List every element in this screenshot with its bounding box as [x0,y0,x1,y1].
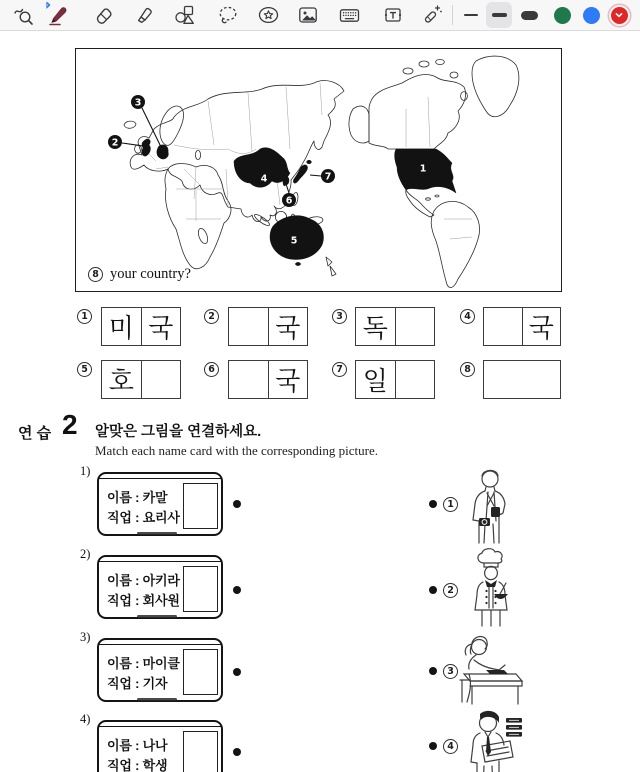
picture-1-number: 1 [443,497,458,512]
answer-4-cell-1 [484,308,523,345]
answer-3-cell-1: 독 [356,308,396,345]
card-2-name: 이름 : 아키라 [107,573,180,588]
answer-7-cell-2 [396,361,435,398]
answer-5-box [101,360,181,399]
card-decoration [137,698,177,701]
shapes-tool-button[interactable] [171,2,197,28]
card-1-index: 1) [80,464,91,478]
card-4-name: 이름 : 나나 [107,738,168,753]
answer-7-cell-1: 일 [356,361,396,398]
name-card-1 [97,472,223,536]
card-3-index: 3) [80,630,91,644]
map-marker-5: 5 [290,235,298,247]
answer-4-cell-2: 국 [528,314,554,344]
zoom-writing-tool-button[interactable] [10,2,36,28]
card-3-photo-box [183,649,218,695]
answer-1-number: 1 [77,309,92,324]
answer-5-cell-1: 호 [102,361,142,398]
card-border-line [99,644,221,645]
card-decoration [137,615,177,618]
map-footnote [88,266,191,283]
exercise2-title: 연 습 [18,425,52,442]
map-marker-7: 7 [324,171,332,183]
toolbar-divider [452,5,453,25]
text-tool-button[interactable] [380,2,406,28]
answer-2-number: 2 [204,309,219,324]
stroke-width-thin-button[interactable] [458,2,484,28]
highlighter-tool-button[interactable] [131,2,157,28]
answer-5-number: 5 [77,362,92,377]
answer-6-box [228,360,308,399]
card-3-job: 직업 : 기자 [107,676,168,691]
answer-2-cell-1 [229,308,269,345]
answer-4-number: 4 [460,309,475,324]
circled-number-8: 8 [88,267,103,282]
chevron-down-icon [613,9,625,21]
answer-7-box [355,360,435,399]
card-2-job: 직업 : 회사원 [107,593,180,608]
name-card-2 [97,555,223,619]
pen-tool-button[interactable] [44,2,70,28]
blue-swatch [583,7,600,24]
card-1-photo-box [183,483,218,529]
thin-stroke-icon [464,14,478,16]
match-dot-card-3 [233,668,241,676]
answer-1-cell-2: 국 [148,314,174,344]
name-card-3 [97,638,223,702]
answer-6-number: 6 [204,362,219,377]
text-box-icon [382,4,404,26]
red-swatch [611,7,628,24]
lasso-icon [217,4,239,26]
card-3-name: 이름 : 마이클 [107,656,180,671]
pen-icon [44,2,70,28]
answer-1-box [101,307,181,346]
match-dot-card-4 [233,748,241,756]
world-map-figure [75,48,562,292]
answer-1-cell-1: 미 [102,308,142,345]
card-decoration [137,532,177,535]
image-icon [297,4,319,26]
color-blue-button[interactable] [578,2,604,28]
card-4-index: 4) [80,712,91,726]
card-2-photo-box [183,566,218,612]
picture-2-number: 2 [443,583,458,598]
match-dot-card-2 [233,586,241,594]
lasso-tool-button[interactable] [215,2,241,28]
name-card-4 [97,720,223,772]
answer-5-cell-2 [142,361,181,398]
card-4-photo-box [183,731,218,772]
answer-8-box [483,360,561,399]
answer-8-cell [484,361,560,398]
match-dot-picture-2 [429,586,437,594]
exercise2-instruction-english: Match each name card with the corresponding picture. [95,443,378,458]
star-sticker-icon [257,4,280,26]
picture-reporter-illustration [458,466,522,551]
answer-2-box [228,307,308,346]
stroke-width-medium-button[interactable] [486,2,512,28]
picture-student-illustration [452,632,532,711]
thick-stroke-icon [521,11,538,20]
eraser-icon [92,4,114,26]
map-marker-1: 1 [419,163,427,175]
picture-chef-illustration [460,548,524,633]
card-4-job: 직업 : 학생 [107,758,168,772]
picture-3-number: 3 [443,664,458,679]
medium-stroke-icon [492,13,507,17]
map-marker-6: 6 [285,195,293,207]
card-border-line [99,561,221,562]
sticker-tool-button[interactable] [255,2,281,28]
keyboard-icon [338,4,361,26]
exercise2-instruction-korean: 알맞은 그림을 연결하세요. [95,424,262,440]
map-marker-2: 2 [111,137,119,149]
map-footnote-text: your country? [110,266,191,282]
map-marker-4: 4 [260,173,268,185]
answer-6-cell-1 [229,361,269,398]
picture-office-worker-illustration [458,710,530,772]
answer-8-number: 8 [460,362,475,377]
card-2-index: 2) [80,547,91,561]
zoom-writing-icon [12,4,34,26]
shapes-icon [173,4,196,26]
card-border-line [99,478,221,479]
card-border-line [99,726,221,727]
toolbar [0,0,640,31]
match-dot-picture-3 [429,667,437,675]
answer-3-cell-2 [396,308,435,345]
color-green-button[interactable] [549,2,575,28]
answer-7-number: 7 [332,362,347,377]
card-1-job: 직업 : 요리사 [107,510,180,525]
answer-2-cell-2: 국 [275,314,301,344]
map-marker-3: 3 [134,97,142,109]
green-swatch [554,7,571,24]
match-dot-picture-4 [429,742,437,750]
color-red-button-selected[interactable] [606,2,632,28]
answer-3-box [355,307,435,346]
world-map [76,49,560,290]
eraser-tool-button[interactable] [90,2,116,28]
exercise2-number: 2 [62,409,78,440]
picture-4-number: 4 [443,739,458,754]
bluetooth-icon [47,2,50,8]
laser-pointer-icon [420,4,443,26]
answer-6-cell-2: 국 [275,367,301,397]
answer-3-number: 3 [332,309,347,324]
keyboard-tool-button[interactable] [336,2,362,28]
laser-pointer-tool-button[interactable] [418,2,444,28]
answer-4-box [483,307,561,346]
match-dot-picture-1 [429,500,437,508]
stroke-width-thick-button[interactable] [516,2,542,28]
highlighter-icon [133,4,155,26]
card-1-name: 이름 : 카말 [107,490,168,505]
match-dot-card-1 [233,500,241,508]
image-tool-button[interactable] [295,2,321,28]
